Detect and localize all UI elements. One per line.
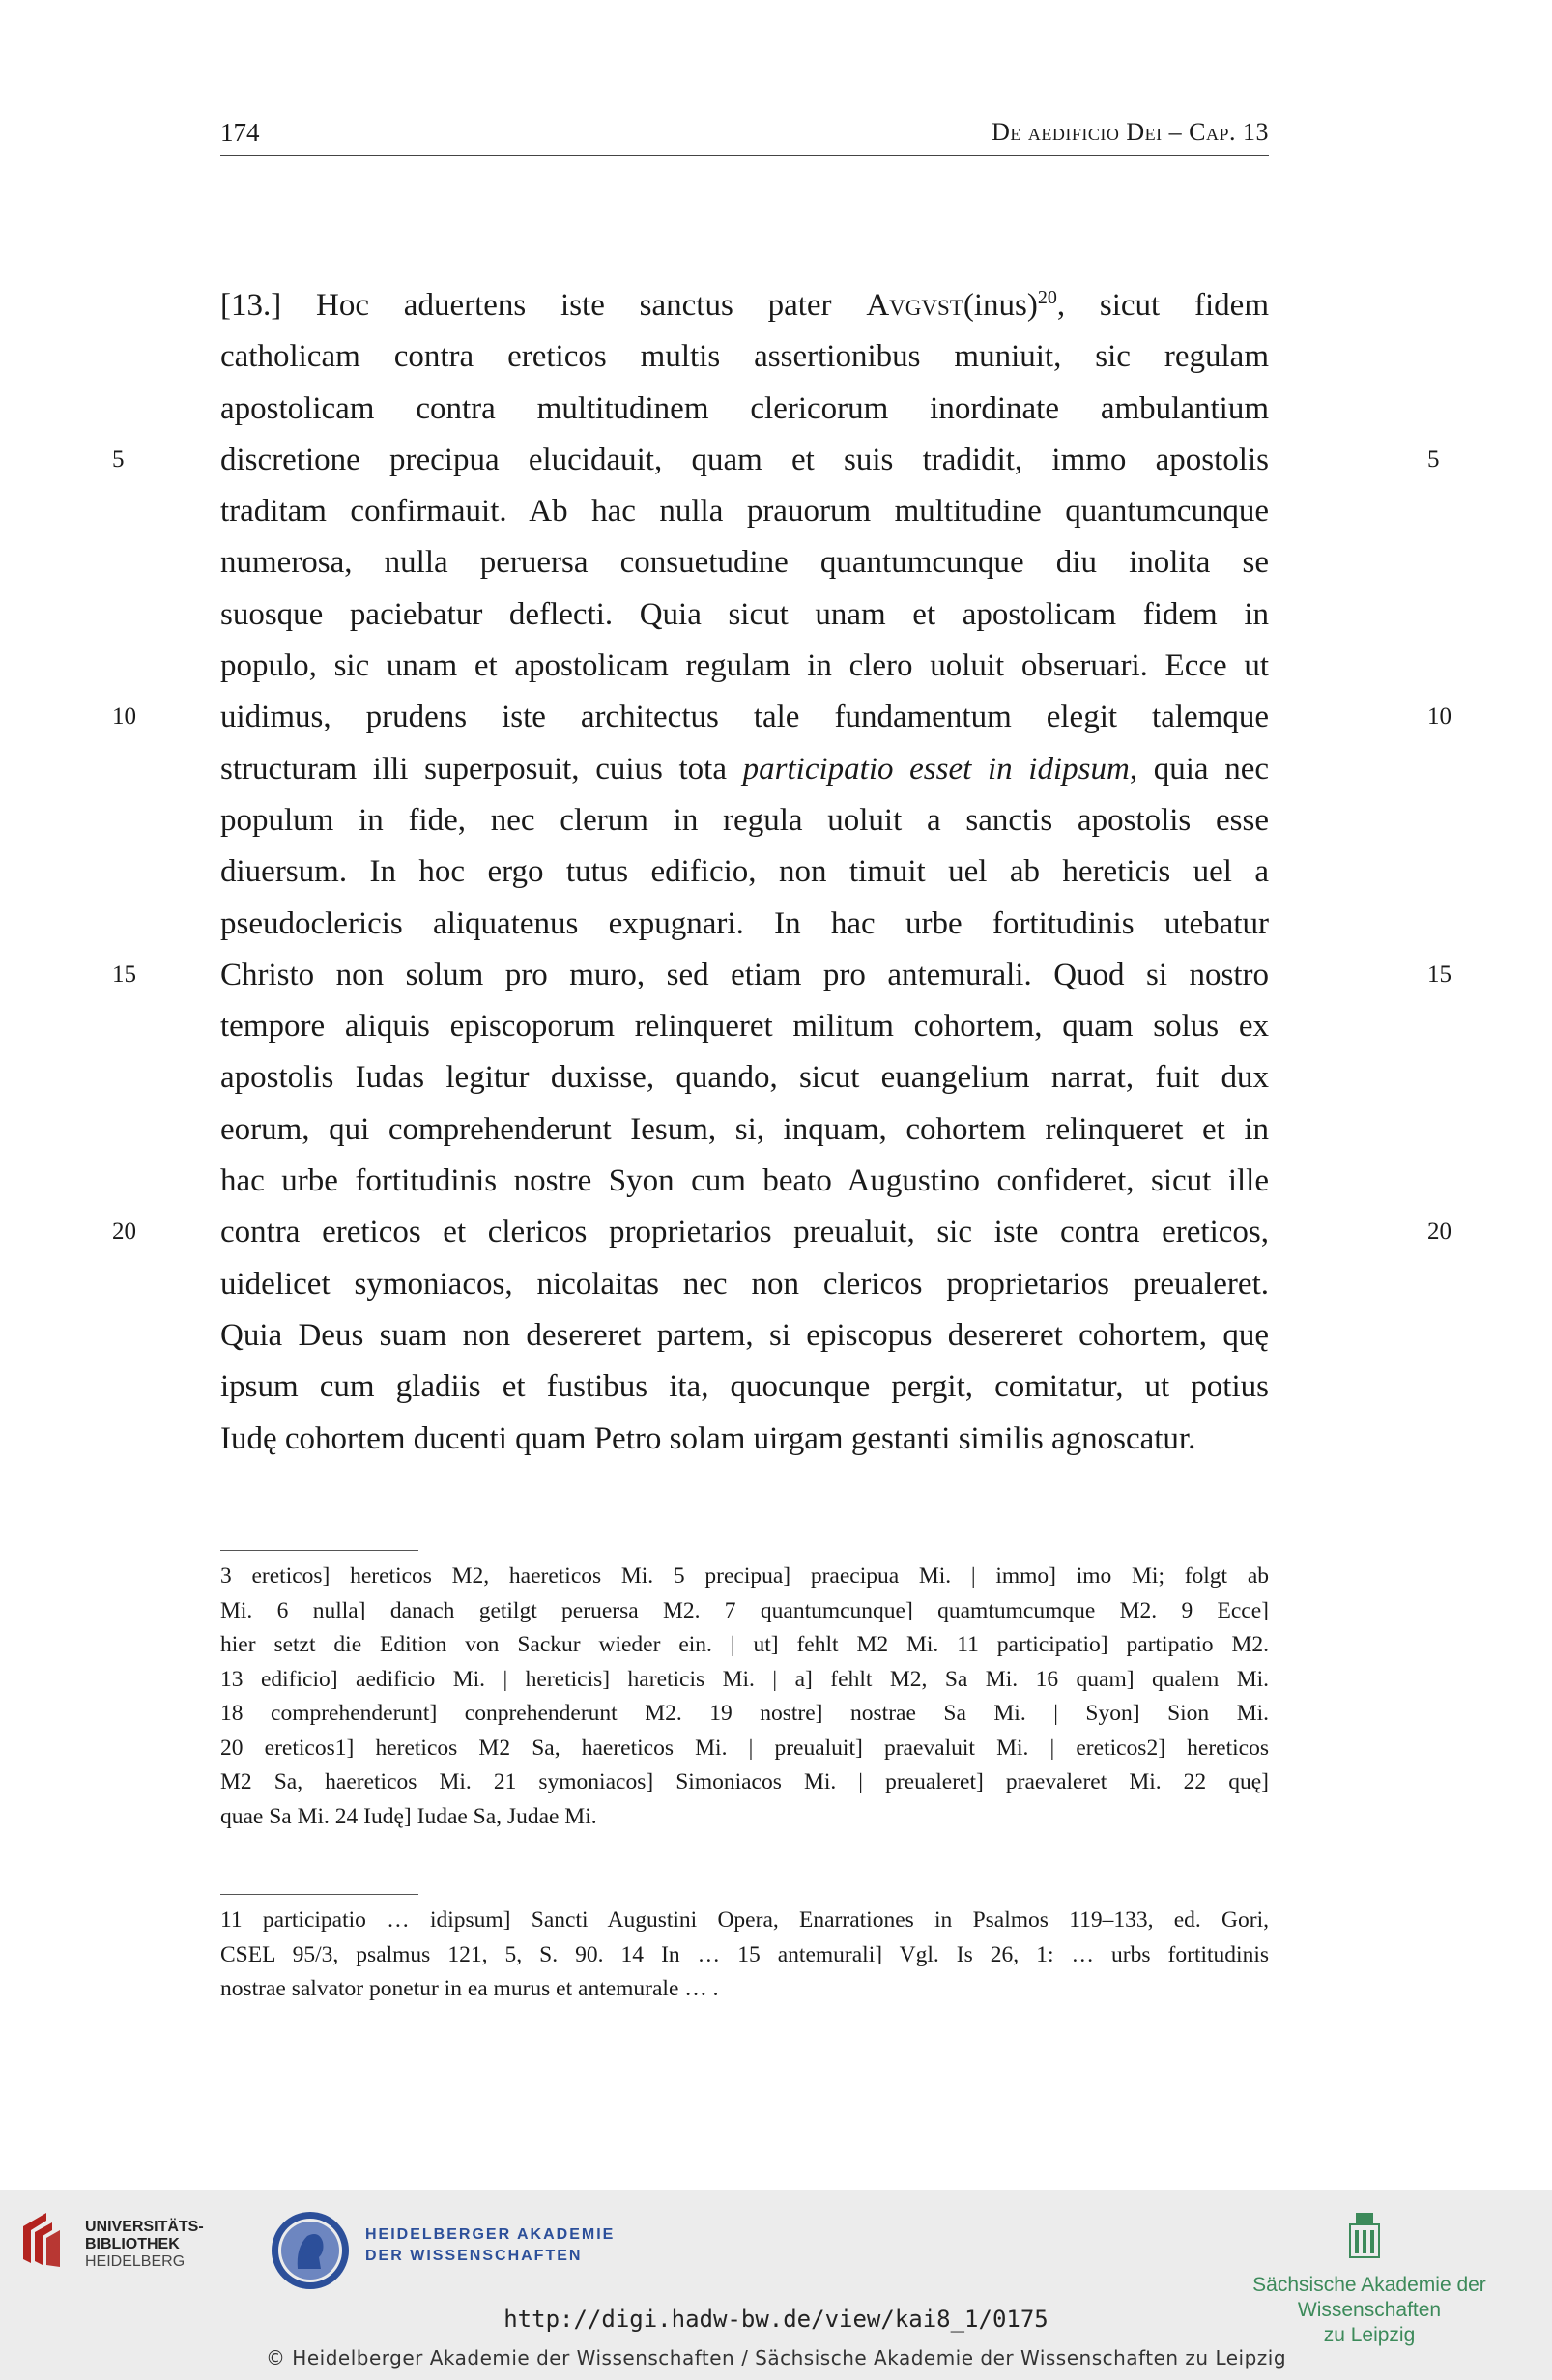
running-title: De aedificio Dei – Cap. 13 xyxy=(992,118,1269,146)
text-line: diuersum. In hoc ergo tutus edificio, non timuit uel ab hereticis uel a xyxy=(220,854,1269,890)
hadw-seal-logo xyxy=(269,2209,352,2292)
apparatus-criticus xyxy=(220,1560,1269,1834)
text-line: catholicam contra ereticos multis assertionibus muniuit, sic regulam xyxy=(220,339,1269,375)
line-number-20: 20 xyxy=(112,1219,136,1245)
hadw-name: HEIDELBERGER AKADEMIE DER WISSENSCHAFTEN xyxy=(365,2226,616,2264)
text-line: apostolis Iudas legitur duxisse, quando, sicut euangelium narrat, fuit dux xyxy=(220,1060,1269,1096)
permalink-url[interactable]: http://digi.hadw-bw.de/view/kai8_1/0175 xyxy=(503,2306,1049,2333)
text-line-10: structuram illi superposuit, cuius tota participatio esset in idipsum, quia nec xyxy=(220,751,1269,787)
text-line: populo, sic unam et apostolicam regulam in clero uoluit obseruari. Ecce ut xyxy=(220,648,1269,684)
text-line: ipsum cum gladiis et fustibus ita, quocunque pergit, comitatur, ut potius xyxy=(220,1369,1269,1405)
text-line: populum in fide, nec clerum in regula uoluit a sanctis apostolis esse xyxy=(220,802,1269,838)
apparatus-line: 3 ereticos] hereticos M2, haereticos Mi. 5 precipua] praecipua Mi. | immo] imo Mi; folgt ab xyxy=(220,1563,1269,1589)
text-line: hac urbe fortitudinis nostre Syon cum beato Augustino confideret, sicut ille xyxy=(220,1163,1269,1199)
running-header xyxy=(220,118,1269,156)
sources-rule xyxy=(220,1894,418,1895)
text-line: discretione precipua elucidauit, quam et suis tradidit, immo apostolis xyxy=(220,442,1269,477)
text-line: apostolicam contra multitudinem clericorum inordinate ambulantium xyxy=(220,390,1269,426)
sources-line: 11 participatio … idipsum] Sancti Augustini Opera, Enarrationes in Psalmos 119–133, ed. Gori, xyxy=(220,1907,1269,1933)
text-line: numerosa, nulla peruersa consuetudine quantumcunque diu inolita se xyxy=(220,545,1269,581)
line-number-15-right: 15 xyxy=(1427,961,1451,988)
apparatus-line: Mi. 6 nulla] danach getilgt peruersa M2. 7 quantumcunque] quamtumcumque M2. 9 Ecce] xyxy=(220,1597,1269,1623)
text-line: uidelicet symoniacos, nicolaitas nec non clericos proprietarios preualeret. xyxy=(220,1266,1269,1302)
text-line: eorum, qui comprehenderunt Iesum, si, inquam, cohortem relinqueret et in xyxy=(220,1111,1269,1147)
line-number-10-right: 10 xyxy=(1427,703,1451,730)
text-line: tempore aliquis episcoporum relinqueret militum cohortem, quam solus ex xyxy=(220,1009,1269,1045)
line-number-10: 10 xyxy=(112,703,136,730)
apparatus-line: M2 Sa, haereticos Mi. 21 symoniacos] Simoniacos Mi. | preualeret] praevaleret Mi. 22 quę] xyxy=(220,1769,1269,1794)
apparatus-line: hier setzt die Edition von Sackur wieder ein. | ut] fehlt M2 Mi. 11 participatio] partipatio M2. xyxy=(220,1632,1269,1657)
text-line: Christo non solum pro muro, sed etiam pro antemurali. Quod si nostro xyxy=(220,957,1269,992)
page-number: 174 xyxy=(220,118,260,147)
digitization-footer xyxy=(0,2190,1552,2380)
saw-leipzig-logo xyxy=(1348,2211,1381,2259)
apparatus-rule xyxy=(220,1550,418,1551)
apparatus-fontium xyxy=(220,1904,1269,2007)
text-line: contra ereticos et clericos proprietarios preualuit, sic iste contra ereticos, xyxy=(220,1215,1269,1250)
text-line: Quia Deus suam non desereret partem, si episcopus desereret cohortem, quę xyxy=(220,1317,1269,1353)
line-number-15: 15 xyxy=(112,961,136,988)
apparatus-line: quae Sa Mi. 24 Iudę] Iudae Sa, Judae Mi. xyxy=(220,1803,597,1829)
apparatus-line: 18 comprehenderunt] conprehenderunt M2. 19 nostre] nostrae Sa Mi. | Syon] Sion Mi. xyxy=(220,1701,1269,1726)
text-line: uidimus, prudens iste architectus tale fundamentum elegit talemque xyxy=(220,700,1269,735)
text-line: traditam confirmauit. Ab hac nulla prauorum multitudine quantumcunque xyxy=(220,494,1269,530)
main-text xyxy=(220,280,1269,1465)
line-number-5-right: 5 xyxy=(1427,446,1440,473)
text-line: Iudę cohortem ducenti quam Petro solam uirgam gestanti similis agnoscatur. xyxy=(220,1420,1196,1456)
text-line: pseudoclericis aliquatenus expugnari. In hac urbe fortitudinis utebatur xyxy=(220,905,1269,941)
copyright-notice: © Heidelberger Akademie der Wissenschaften / Sächsische Akademie der Wissenschaften zu Leipzig xyxy=(265,2346,1287,2369)
sources-line: nostrae salvator ponetur in ea murus et antemurale … . xyxy=(220,1976,719,2001)
apparatus-line: 20 ereticos1] hereticos M2 Sa, haereticos Mi. | preualuit] praevaluit Mi. | ereticos2] hereticos xyxy=(220,1735,1269,1761)
saw-name: Sächsische Akademie der Wissenschaften zu Leipzig xyxy=(1252,2274,1486,2346)
text-line: suosque paciebatur deflecti. Quia sicut unam et apostolicam fidem in xyxy=(220,596,1269,632)
ub-heidelberg-logo xyxy=(17,2209,77,2269)
line-number-20-right: 20 xyxy=(1427,1219,1451,1245)
text-line-1: [13.] Hoc aduertens iste sanctus pater Avgvst(inus)$^{20}$, sicut fidem xyxy=(220,287,1269,323)
sources-line: CSEL 95/3, psalmus 121, 5, S. 90. 14 In … 15 antemurali] Vgl. Is 26, 1: … urbs fortitudinis xyxy=(220,1941,1269,1967)
ub-heidelberg-name: UNIVERSITÄTS- BIBLIOTHEK HEIDELBERG xyxy=(85,2219,204,2270)
apparatus-line: 13 edificio] aedificio Mi. | hereticis] hareticis Mi. | a] fehlt M2, Sa Mi. 16 quam] qualem Mi. xyxy=(220,1666,1269,1692)
line-number-5: 5 xyxy=(112,446,125,473)
